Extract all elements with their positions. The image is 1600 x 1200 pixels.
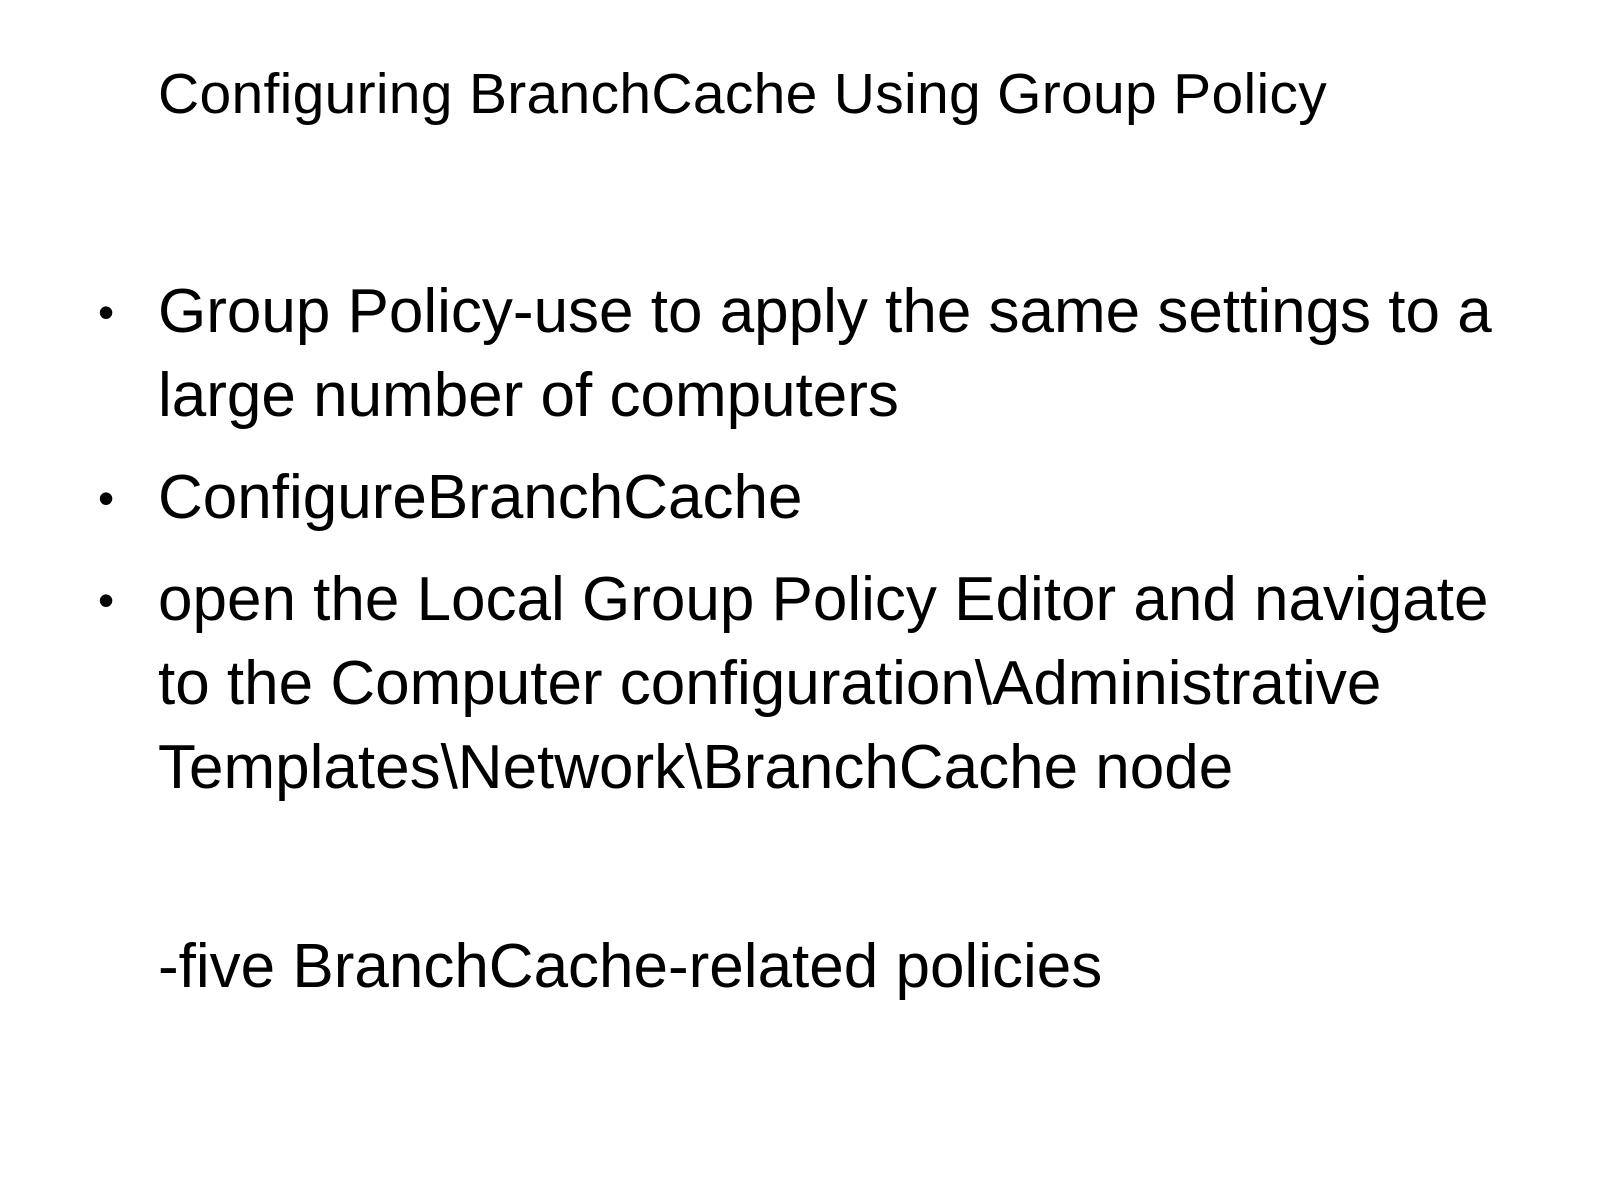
bullet-list (98, 270, 1538, 828)
bullet-dot-icon: • (98, 472, 115, 524)
bullet-text: Group Policy-use to apply the same settings to a large number of computers (158, 277, 1492, 430)
bullet-dot-icon: • (98, 574, 115, 626)
bullet-item-editor-path (98, 558, 1538, 810)
bullet-text: ConfigureBranchCache (158, 463, 803, 532)
bullet-item-group-policy (98, 270, 1538, 438)
bullet-text: open the Local Group Policy Editor and navigate to the Computer configuration\Administrative Templates\Network\BranchCache node (158, 565, 1489, 802)
slide-title: Configuring BranchCache Using Group Policy (158, 62, 1328, 126)
sub-line-policies: -five BranchCache-related policies (158, 932, 1103, 1001)
bullet-item-configure (98, 456, 1538, 540)
bullet-dot-icon: • (98, 286, 115, 338)
